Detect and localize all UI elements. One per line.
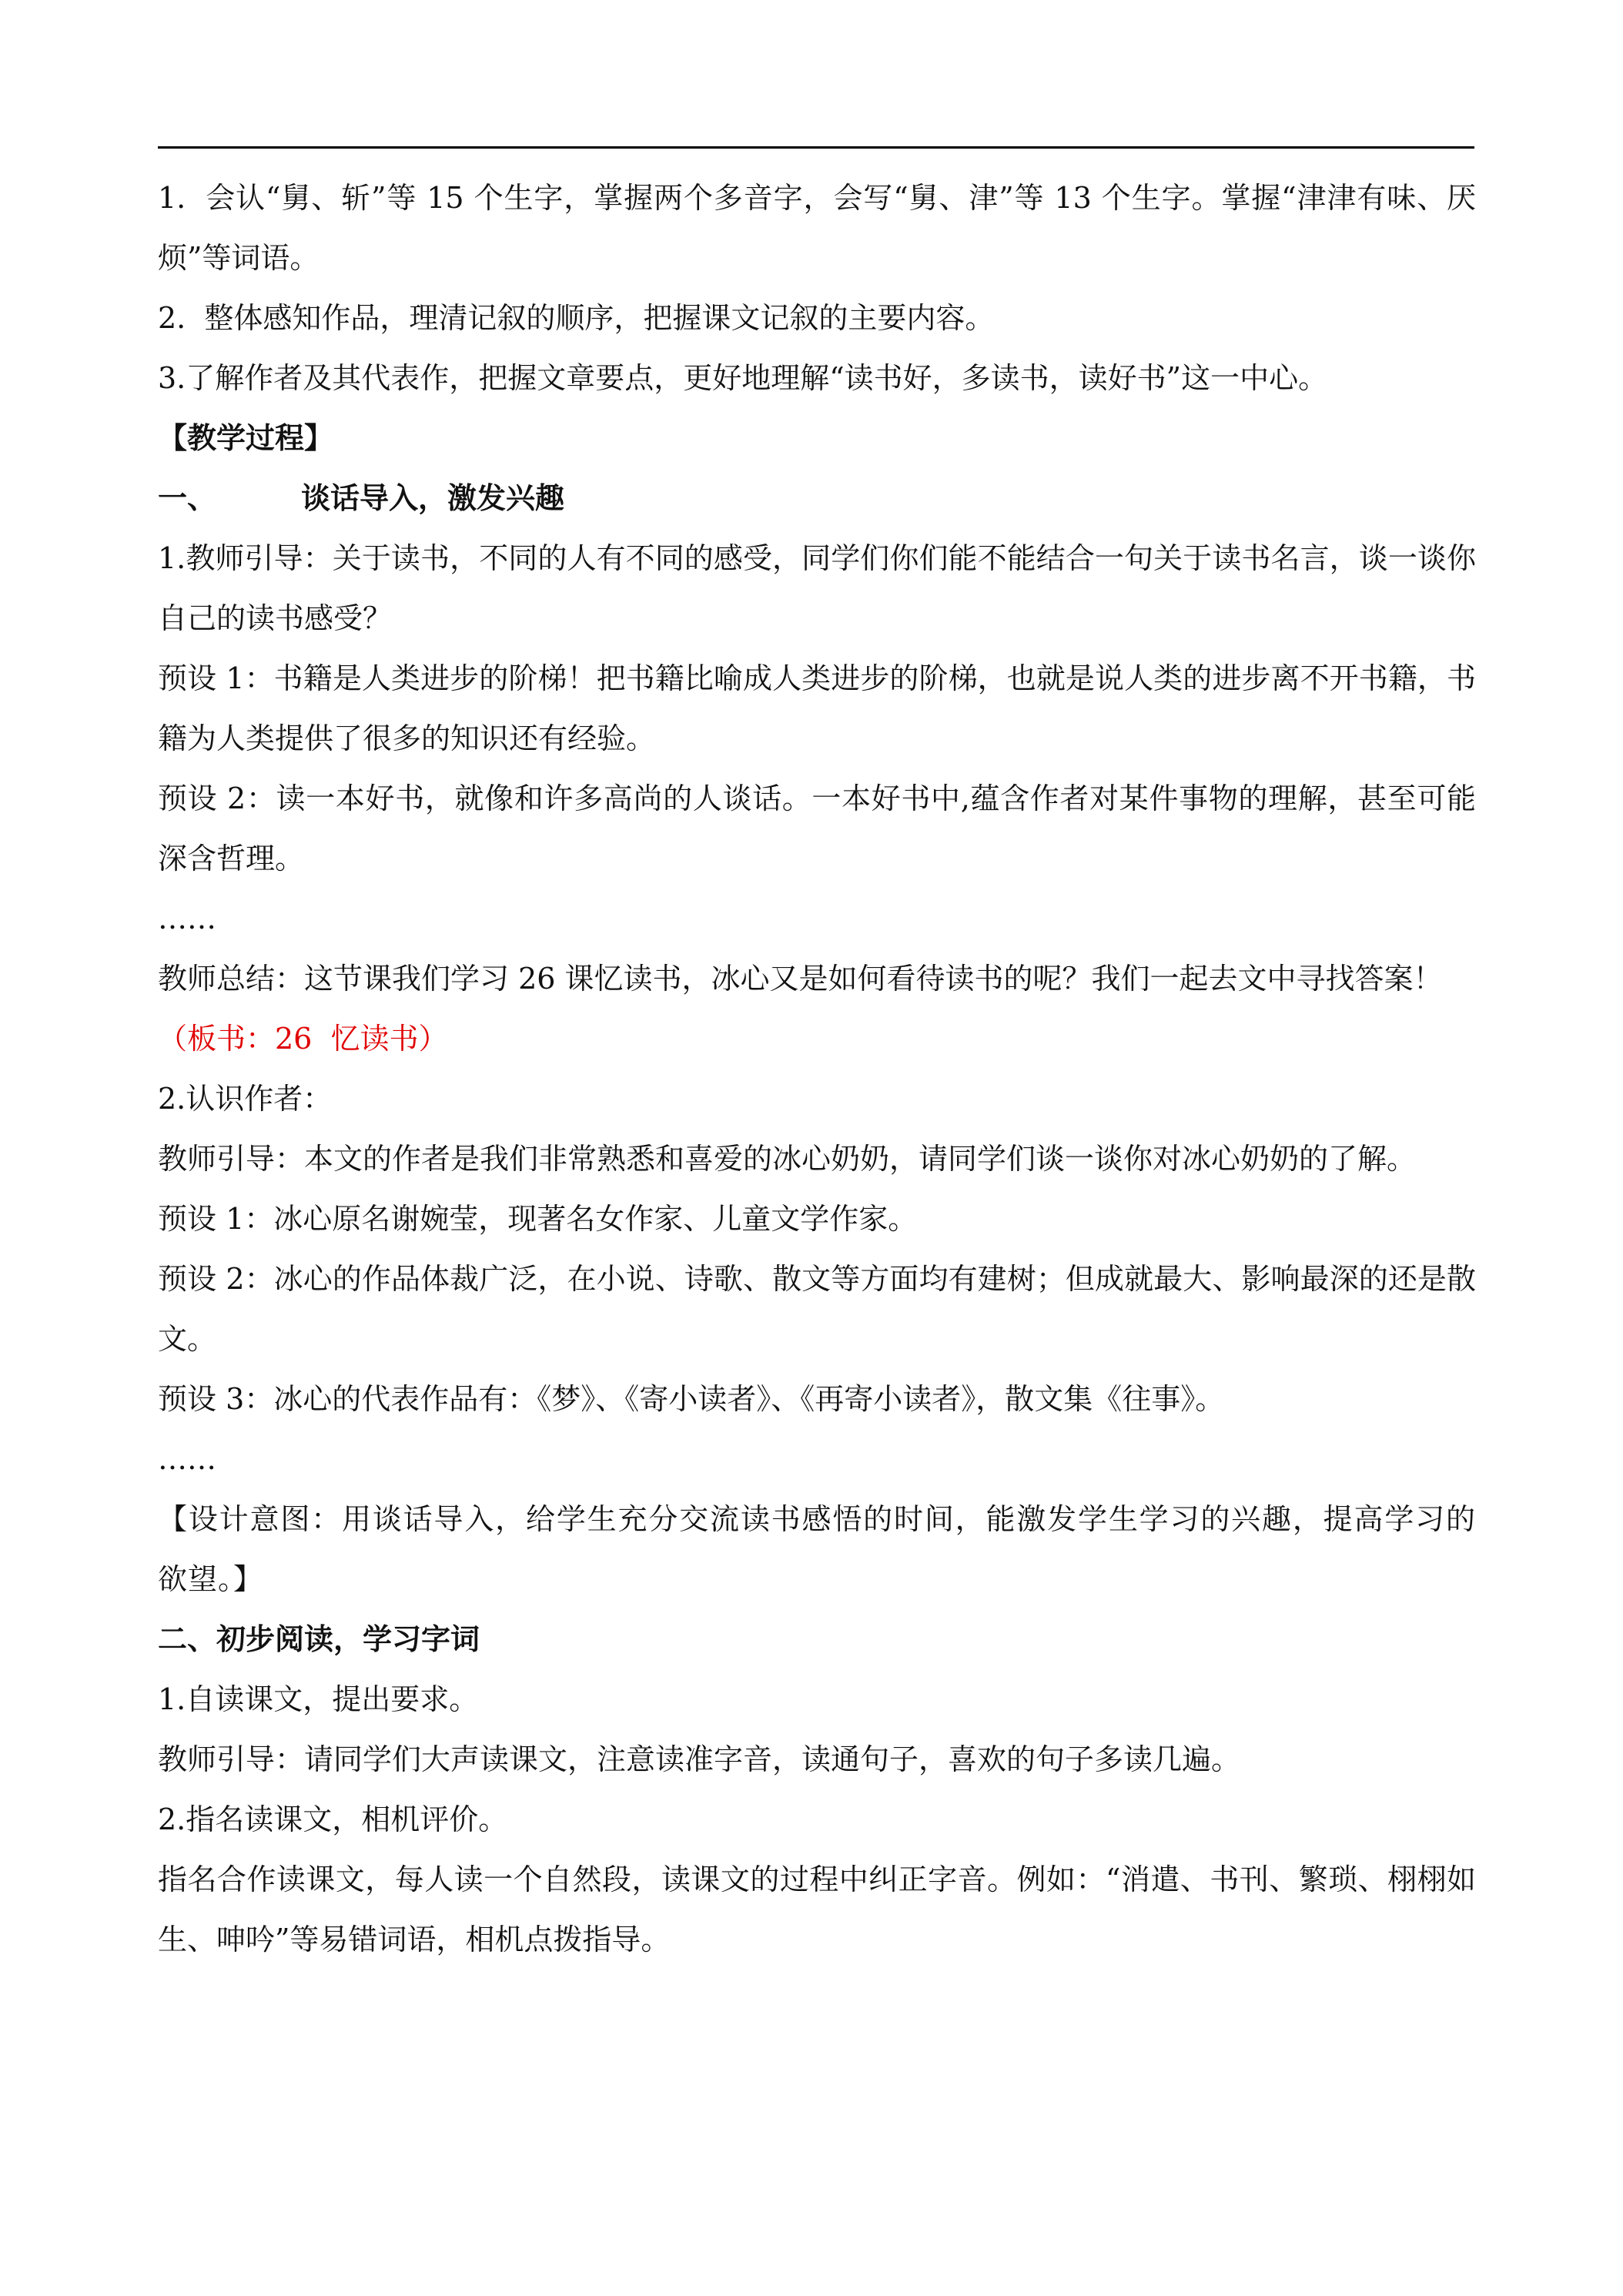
teacher-guide-2: 教师引导：本文的作者是我们非常熟悉和喜爱的冰心奶奶，请同学们谈一谈你对冰心奶奶的了解。 [158,1142,1417,1176]
document-body [158,168,1476,1970]
design-intent: 【设计意图：用谈话导入，给学生充分交流读书感悟的时间，能激发学生学习的兴趣，提高学习的欲望。】 [158,1502,1476,1596]
objective-2: 2. 整体感知作品，理清记叙的顺序，把握课文记叙的主要内容。 [158,301,995,335]
preset-2: 预设 2：读一本好书，就像和许多高尚的人谈话。一本好书中,蕴含作者对某件事物的理解，甚至可能深含哲理。 [158,782,1476,875]
self-read-heading: 1.自读课文，提出要求。 [158,1682,479,1716]
teacher-summary: 教师总结：这节课我们学习 26 课忆读书，冰心又是如何看待读书的呢？我们一起去文中寻找答案！ [158,962,1443,996]
author-preset-2: 预设 2：冰心的作品体裁广泛，在小说、诗歌、散文等方面均有建树；但成就最大、影响最深的还是散文。 [158,1262,1476,1356]
know-author-heading: 2.认识作者： [158,1082,333,1116]
teacher-guide-1: 1.教师引导：关于读书，不同的人有不同的感受，同学们你们能不能结合一句关于读书名言，谈一谈你自己的读书感受？ [158,541,1476,635]
board-note: （板书：26 忆读书） [158,1022,448,1056]
process-heading: 【教学过程】 [158,420,334,455]
section-1-title: 谈话导入，激发兴趣 [301,480,565,515]
teacher-guide-3: 教师引导：请同学们大声读课文，注意读准字音，读通句子，喜欢的句子多读几遍。 [158,1742,1241,1776]
objective-1: 1. 会认“舅、斩”等 15 个生字，掌握两个多音字，会写“舅、津”等 13 个生字。掌握“津津有味、厌烦”等词语。 [158,181,1476,275]
section-1-number: 一、 [158,480,217,515]
author-preset-3: 预设 3：冰心的代表作品有：《梦》、《寄小读者》、《再寄小读者》，散文集《往事》。 [158,1382,1225,1416]
named-read-heading: 2.指名读课文，相机评价。 [158,1802,508,1836]
author-preset-1: 预设 1：冰心原名谢婉莹，现著名女作家、儿童文学作家。 [158,1202,918,1236]
header-rule [158,146,1474,149]
named-read-detail: 指名合作读课文，每人读一个自然段，读课文的过程中纠正字音。例如：“消遣、书刊、繁琐、栩栩如生、呻吟”等易错词语，相机点拨指导。 [158,1863,1476,1956]
objective-3: 3.了解作者及其代表作，把握文章要点，更好地理解“读书好，多读书，读好书”这一中心。 [158,361,1328,395]
section-1-heading [158,468,1476,528]
preset-1: 预设 1：书籍是人类进步的阶梯！把书籍比喻成人类进步的阶梯，也就是说人类的进步离不开书籍，书籍为人类提供了很多的知识还有经验。 [158,661,1476,755]
section-2-heading: 二、初步阅读，学习字词 [158,1622,480,1656]
ellipsis-1: …… [158,902,216,935]
ellipsis-2: …… [158,1442,216,1476]
